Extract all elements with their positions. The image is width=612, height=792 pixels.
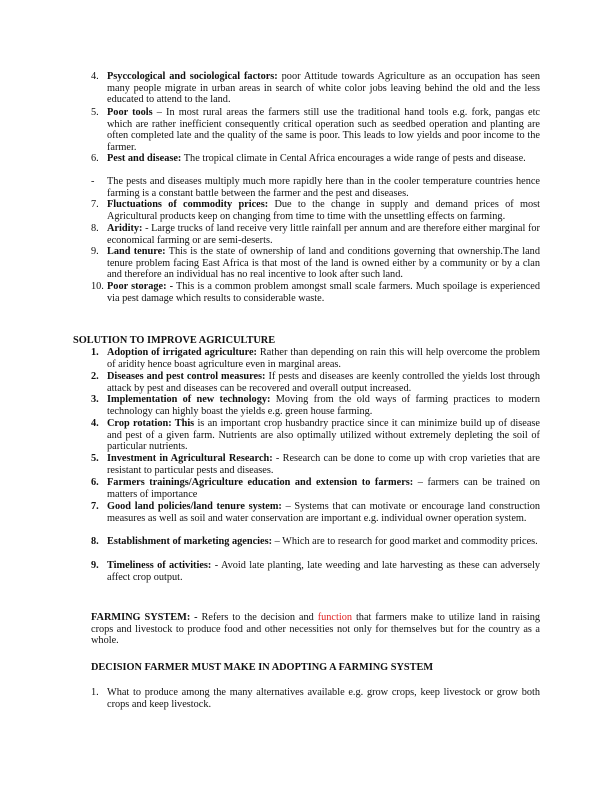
item-number: - [91, 176, 95, 187]
item-body [107, 501, 540, 524]
item-number: 3. [91, 394, 99, 405]
item-number: 8. [91, 223, 99, 234]
item-label: Aridity: [107, 223, 143, 234]
list-item [91, 418, 540, 453]
item-body [107, 394, 540, 417]
solutions-heading: SOLUTION TO IMPROVE AGRICULTURE [73, 335, 276, 346]
item-number: 4. [91, 418, 99, 429]
item-body [107, 223, 540, 246]
list-item [91, 107, 540, 154]
item-number: 5. [91, 107, 99, 118]
item-text: – farmers can be trained on matters of importance [107, 477, 540, 500]
item-number: 8. [91, 536, 99, 547]
item-label: Crop rotation: This [107, 418, 195, 429]
list-item [91, 347, 540, 370]
item-label: Fluctuations of commodity prices: [107, 199, 269, 210]
item-body [107, 477, 540, 500]
item-body [107, 560, 540, 583]
item-label: Land tenure: [107, 246, 166, 257]
item-body [107, 107, 540, 154]
item-number: 6. [91, 477, 99, 488]
item-number: 9. [91, 560, 99, 571]
item-text: poor Attitude towards Agriculture as an occupation has seen many people migrate in urban areas in search of white color jobs leaving behind the old and the less educated to attend to the land. [107, 71, 540, 106]
list-item [91, 687, 540, 710]
list-item [91, 536, 540, 548]
list-item [91, 477, 540, 500]
item-body [107, 199, 540, 222]
item-text: – Which are to research for good market and commodity prices. [272, 536, 538, 547]
item-number: 9. [91, 246, 99, 257]
item-body [107, 687, 540, 710]
item-number: 7. [91, 501, 99, 512]
item-body [107, 281, 540, 304]
item-number: 7. [91, 199, 99, 210]
item-text: - Avoid late planting, late weeding and late harvesting as these can adversely affect crop output. [107, 560, 540, 583]
list-item [91, 246, 540, 281]
item-text: - Research can be done to come up with crop varieties that are resistant to particular pests and diseases. [107, 453, 540, 476]
farming-system-paragraph [91, 612, 540, 647]
item-text: The tropical climate in Cental Africa encourages a wide range of pests and disease. [181, 153, 526, 164]
item-label: Poor tools [107, 107, 153, 118]
item-text: The pests and diseases multiply much more rapidly here than in the cooler temperature countries hence farming is a constant battle between the farmer and the pest and diseases. [107, 176, 540, 199]
item-label: Implementation of new technology: [107, 394, 271, 405]
item-body [107, 418, 540, 453]
item-body [107, 536, 540, 548]
item-label: Diseases and pest control measures: [107, 371, 266, 382]
item-text: – Systems that can motivate or encourage land construction measures as well as soil and water conservation are important e.g. individual owner operation system. [107, 501, 541, 524]
item-number: 2. [91, 371, 99, 382]
list-item [91, 501, 540, 524]
list-item [91, 281, 540, 304]
item-body [107, 153, 540, 165]
item-label: Establishment of marketing agencies: [107, 536, 273, 547]
item-text: This is the state of ownership of land and conditions governing that ownership.The land tenure problem facing East Africa is that most of the land is owned either by a community or by a clan and therefore an individual has no real incentive to look after such land. [107, 246, 540, 281]
item-number: 4. [91, 71, 99, 82]
list-item [91, 199, 540, 222]
list-item [91, 153, 540, 165]
list-item [91, 453, 540, 476]
item-text: Due to the change in supply and demand prices of most Agricultural products keep on changing from time to time with the unsettling effects on farming. [107, 199, 540, 222]
item-body [107, 176, 540, 199]
item-body [107, 71, 540, 106]
list-item [91, 371, 540, 394]
item-body [107, 371, 540, 394]
item-text: Rather than depending on rain this will help overcome the problem of aridity hence boast agriculture even in marginal areas. [107, 347, 540, 370]
item-text: is an important crop husbandry practice since it can minimize build up of disease and pest of a given farm. Nutrients are also optimally utilized without extremely depleting the soil of particular nutrients. [107, 418, 540, 453]
decision-heading: DECISION FARMER MUST MAKE IN ADOPTING A FARMING SYSTEM [91, 662, 434, 673]
item-body [107, 453, 540, 476]
item-number: 10. [91, 281, 104, 292]
item-label: Investment in Agricultural Research: [107, 453, 273, 464]
item-number: 1. [91, 687, 99, 698]
item-number: 6. [91, 153, 99, 164]
item-body [107, 246, 540, 281]
item-body [107, 347, 540, 370]
list-item [91, 560, 540, 583]
item-text: If pests and diseases are keenly controlled the yields lost through attack by pest and diseases can be recovered and overall output increased. [107, 371, 540, 394]
item-label: Adoption of irrigated agriculture: [107, 347, 257, 358]
item-text: What to produce among the many alternatives available e.g. grow crops, keep livestock or grow both crops and keep livestock. [107, 687, 540, 710]
farming-system-text: Refers to the decision and [197, 612, 318, 623]
item-text: - Large trucks of land receive very little rainfall per annum and are therefore either marginal for economical farming or are semi-deserts. [107, 223, 540, 246]
item-number: 1. [91, 347, 99, 358]
item-label: Poor storage: - [107, 281, 174, 292]
item-label: Farmers trainings/Agriculture education and extension to farmers: [107, 477, 414, 488]
item-label: Timeliness of activities: [107, 560, 212, 571]
list-item [91, 394, 540, 417]
highlighted-word: function [317, 612, 353, 623]
list-item [91, 176, 540, 199]
item-text: – In most rural areas the farmers still use the traditional hand tools e.g. fork, pangas etc which are rather inefficient consequently critical operation such as seedbed operation and planting are often completed late and the quality of the same is poor. This leads to low yields and poor income to the farmer. [107, 107, 540, 154]
item-label: Psyccological and sociological factors: [107, 71, 278, 82]
farming-system-label: FARMING SYSTEM: - [91, 612, 198, 623]
item-text: Moving from the old ways of farming practices to modern technology can highly boast the yields e.g. green house farming. [107, 394, 540, 417]
item-text: This is a common problem amongst small scale farmers. Much spoilage is experienced via pest damage which results to considerable waste. [107, 281, 541, 304]
farming-system-text-end: that farmers make to utilize land in raising crops and livestock to produce food and other necessities not only for themselves but for the country as a whole. [91, 612, 540, 647]
item-label: Good land policies/land tenure system: [107, 501, 282, 512]
item-label: Pest and disease: [107, 153, 182, 164]
item-number: 5. [91, 453, 99, 464]
list-item [91, 223, 540, 246]
list-item [91, 71, 540, 106]
